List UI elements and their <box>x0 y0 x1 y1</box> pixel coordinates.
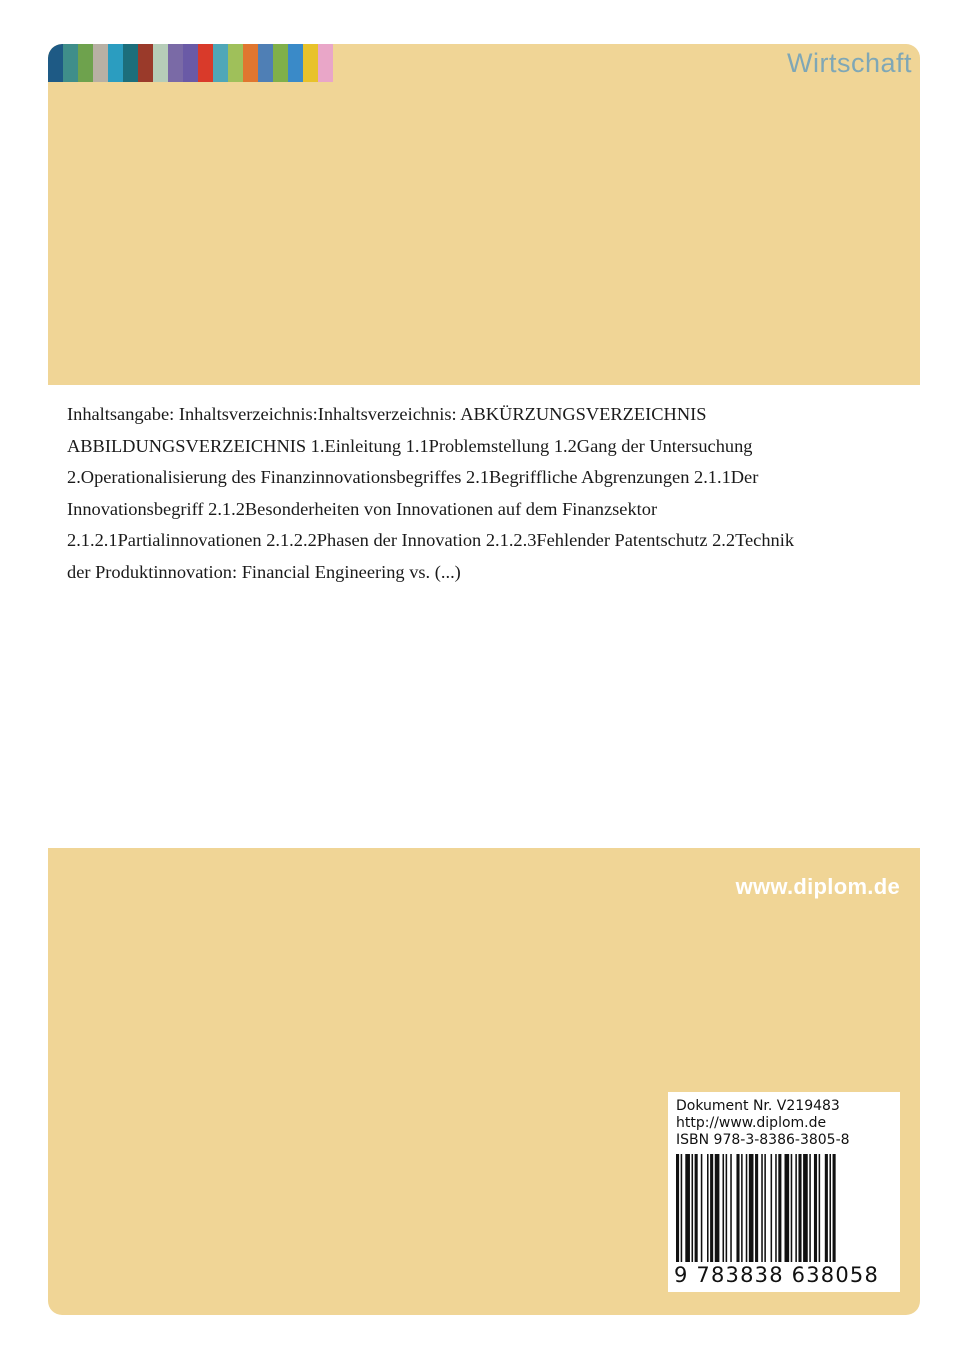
barcode-bar <box>764 1154 766 1262</box>
color-stripe <box>183 44 198 82</box>
isbn: ISBN 978-3-8386-3805-8 <box>676 1132 850 1148</box>
barcode-bar <box>771 1154 773 1262</box>
barcode-digits: 9 783838 638058 <box>674 1263 880 1287</box>
color-stripe <box>243 44 258 82</box>
barcode-bar <box>681 1154 683 1262</box>
color-stripe <box>78 44 93 82</box>
barcode-bar <box>736 1154 739 1262</box>
barcode-bar <box>723 1154 725 1262</box>
color-stripe <box>318 44 333 82</box>
document-number: Dokument Nr. V219483 <box>676 1098 840 1114</box>
barcode-bar <box>795 1154 797 1262</box>
color-stripe <box>213 44 228 82</box>
color-stripe <box>228 44 243 82</box>
barcode-bar <box>833 1154 836 1262</box>
category-label: Wirtschaft <box>786 48 912 78</box>
barcode <box>674 1154 894 1264</box>
barcode-bar <box>695 1154 698 1262</box>
barcode-bar <box>749 1154 754 1262</box>
barcode-bar <box>798 1154 801 1262</box>
barcode-bar <box>829 1154 831 1262</box>
barcode-bar <box>775 1154 777 1262</box>
barcode-bar <box>803 1154 808 1262</box>
color-stripe <box>198 44 213 82</box>
barcode-bar <box>685 1154 690 1262</box>
color-stripe <box>168 44 183 82</box>
barcode-box <box>668 1092 900 1292</box>
publisher-website[interactable]: www.diplom.de <box>735 874 900 899</box>
barcode-bar <box>761 1154 763 1262</box>
barcode-bar <box>726 1154 728 1262</box>
barcode-bar <box>692 1154 694 1262</box>
color-stripe <box>93 44 108 82</box>
color-stripe <box>288 44 303 82</box>
barcode-bar <box>785 1154 790 1262</box>
barcode-bar <box>701 1154 703 1262</box>
top-color-panel <box>48 44 920 385</box>
color-stripe <box>63 44 78 82</box>
color-stripe <box>138 44 153 82</box>
color-stripe <box>303 44 318 82</box>
blurb-area <box>48 385 920 848</box>
book-back-cover <box>48 44 920 1315</box>
blurb-text: Inhaltsangabe: Inhaltsverzeichnis:Inhaltsverzeichnis: ABKÜRZUNGSVERZEICHNIS ABBILDUNGSVERZEICHNIS 1.Einleitung 1.1Problemstellung 1.2Gang der Untersuchung 2.Operationalisierung des Finanzinnovationsbegriffes 2.1Begriffliche Abgrenzungen 2.1.1Der Innovationsbegriff 2.1.2Besonderheiten von Innovationen auf dem Finanzsektor 2.1.2.1Partialinnovationen 2.1.2.2Phasen der Innovation 2.1.2.3Fehlender Patentschutz 2.2Technik der Produktinnovation: Financial Engineering vs. (...) <box>67 404 795 582</box>
document-info <box>676 1098 850 1149</box>
barcode-bar <box>791 1154 793 1262</box>
barcode-bar <box>710 1154 713 1262</box>
color-stripe <box>108 44 123 82</box>
barcode-bar <box>814 1154 817 1262</box>
color-stripes <box>48 44 333 82</box>
barcode-bar <box>809 1154 811 1262</box>
barcode-bar <box>707 1154 709 1262</box>
bottom-color-panel <box>48 848 920 1315</box>
barcode-bar <box>715 1154 720 1262</box>
barcode-bar <box>746 1154 748 1262</box>
barcode-bar <box>778 1154 781 1262</box>
barcode-bar <box>819 1154 821 1262</box>
barcode-bar <box>741 1154 743 1262</box>
color-stripe <box>123 44 138 82</box>
color-stripe <box>273 44 288 82</box>
color-stripe <box>258 44 273 82</box>
barcode-bar <box>825 1154 828 1262</box>
barcode-bar <box>755 1154 758 1262</box>
document-url[interactable]: http://www.diplom.de <box>676 1115 827 1131</box>
color-stripe <box>48 44 63 82</box>
barcode-bar <box>676 1154 679 1262</box>
barcode-bar <box>730 1154 732 1262</box>
color-stripe <box>153 44 168 82</box>
